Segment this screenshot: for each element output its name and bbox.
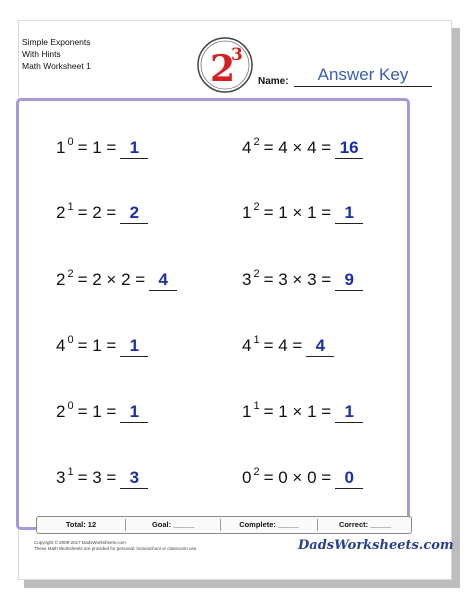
- title-line-1: Simple Exponents: [22, 37, 91, 47]
- problem-item: [56, 334, 148, 358]
- problem-expansion: = 0 × 0 =: [263, 468, 332, 487]
- problem-exponent: 0: [67, 400, 74, 412]
- problem-answer[interactable]: 9: [335, 270, 363, 291]
- problem-answer[interactable]: 1: [120, 336, 148, 357]
- problem-item: [56, 268, 177, 292]
- goal-field: Goal: _____: [151, 520, 195, 529]
- correct-field: Correct: _____: [338, 520, 392, 529]
- problem-answer[interactable]: 1: [335, 402, 363, 423]
- problem-base: 0: [242, 468, 252, 487]
- copyright-line-2: These Math Worksheets are provided for personal, homeschool or classroom use.: [34, 546, 198, 551]
- problem-expansion: = 4 × 4 =: [263, 138, 332, 157]
- problem-exponent: 1: [67, 466, 74, 478]
- problem-base: 2: [56, 270, 66, 289]
- problem-base: 4: [56, 336, 66, 355]
- problem-item: [56, 201, 148, 225]
- problem-base: 1: [242, 402, 252, 421]
- problem-item: [242, 201, 363, 225]
- problem-exponent: 2: [253, 136, 260, 148]
- problem-expansion: = 1 =: [77, 402, 117, 421]
- problem-item: [242, 334, 334, 358]
- problem-answer[interactable]: 4: [149, 270, 177, 291]
- problem-expansion: = 1 =: [77, 336, 117, 355]
- problem-exponent: 1: [67, 201, 74, 213]
- problem-exponent: 0: [67, 334, 74, 346]
- problem-expansion: = 1 × 1 =: [263, 402, 332, 421]
- complete-field: Complete: _____: [239, 520, 299, 529]
- logo-base: 2: [210, 48, 236, 90]
- problem-answer[interactable]: 2: [120, 203, 148, 224]
- problem-item: [56, 136, 148, 160]
- name-label: Name:: [258, 76, 289, 87]
- problem-exponent: 0: [67, 136, 74, 148]
- problem-exponent: 1: [253, 400, 260, 412]
- total-label: Total: 12: [65, 520, 97, 529]
- title-line-3: Math Worksheet 1: [22, 61, 91, 71]
- problem-expansion: = 3 × 3 =: [263, 270, 332, 289]
- answer-key-text: Answer Key: [317, 65, 409, 84]
- problem-exponent: 2: [67, 268, 74, 280]
- problem-answer[interactable]: 1: [120, 402, 148, 423]
- problem-expansion: = 2 =: [77, 203, 117, 222]
- copyright-text: [34, 540, 198, 552]
- problem-base: 2: [56, 402, 66, 421]
- problem-expansion: = 2 × 2 =: [77, 270, 146, 289]
- problem-item: [242, 400, 363, 424]
- problem-base: 3: [242, 270, 252, 289]
- problem-item: [242, 466, 363, 490]
- problem-exponent: 2: [253, 201, 260, 213]
- problem-answer[interactable]: 4: [306, 336, 334, 357]
- problem-expansion: = 1 =: [77, 138, 117, 157]
- problem-answer[interactable]: 16: [335, 138, 363, 159]
- problem-base: 1: [56, 138, 66, 157]
- problem-base: 4: [242, 138, 252, 157]
- problem-answer[interactable]: 1: [120, 138, 148, 159]
- problem-base: 2: [56, 203, 66, 222]
- name-field: [258, 66, 434, 88]
- problem-base: 4: [242, 336, 252, 355]
- problem-item: [242, 136, 363, 160]
- problem-base: 3: [56, 468, 66, 487]
- copyright-line-1: Copyright © 2008-2017 DadsWorksheets.com: [34, 540, 126, 545]
- logo-exponent: 3: [231, 45, 243, 65]
- problem-expansion: = 4 =: [263, 336, 303, 355]
- exponent-logo-icon: [196, 36, 254, 94]
- name-underline: [294, 86, 432, 87]
- problem-exponent: 2: [253, 268, 260, 280]
- problem-answer[interactable]: 1: [335, 203, 363, 224]
- problem-base: 1: [242, 203, 252, 222]
- problem-item: [56, 400, 148, 424]
- problem-item: [56, 466, 148, 490]
- title-line-2: With Hints: [22, 49, 61, 59]
- problem-item: [242, 268, 363, 292]
- worksheet-title: [22, 36, 91, 72]
- brand-logo: DadsWorksheets.com: [298, 538, 454, 553]
- score-bar: [36, 516, 412, 534]
- problem-answer[interactable]: 3: [120, 468, 148, 489]
- problem-answer[interactable]: 0: [335, 468, 363, 489]
- problem-expansion: = 1 × 1 =: [263, 203, 332, 222]
- problem-exponent: 2: [253, 466, 260, 478]
- problem-exponent: 1: [253, 334, 260, 346]
- problem-expansion: = 3 =: [77, 468, 117, 487]
